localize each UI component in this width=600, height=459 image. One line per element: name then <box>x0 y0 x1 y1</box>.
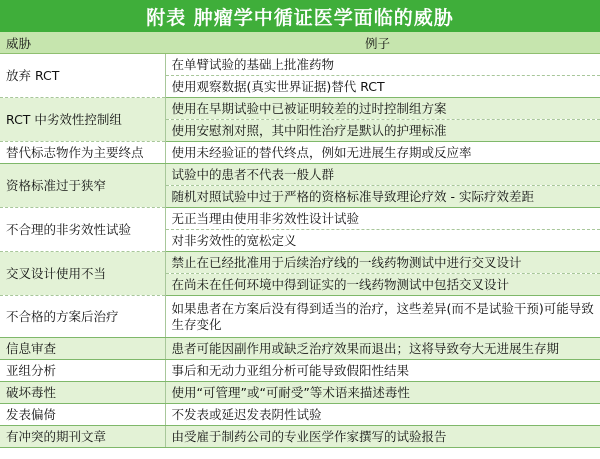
table-row <box>0 164 600 186</box>
example-cell: 在尚未在任何环境中得到证实的一线药物测试中包括交叉设计 <box>165 274 600 296</box>
table-row <box>0 98 600 120</box>
threat-cell: 有冲突的期刊文章 <box>0 426 165 448</box>
table-row <box>0 360 600 382</box>
threat-cell: RCT 中劣效性控制组 <box>0 98 165 142</box>
threat-cell: 破坏毒性 <box>0 382 165 404</box>
example-cell: 如果患者在方案后没有得到适当的治疗，这些差异(而不是试验干预)可能导致生存变化 <box>165 296 600 338</box>
table-row <box>0 208 600 230</box>
example-cell: 使用安慰剂对照，其中阳性治疗是默认的护理标准 <box>165 120 600 142</box>
table-title: 附表 肿瘤学中循证医学面临的威胁 <box>0 0 600 32</box>
threat-cell: 不合格的方案后治疗 <box>0 296 165 338</box>
example-cell: 使用观察数据(真实世界证据)替代 RCT <box>165 76 600 98</box>
threat-cell: 交叉设计使用不当 <box>0 252 165 296</box>
header-example: 例子 <box>165 32 600 54</box>
threat-cell: 放弃 RCT <box>0 54 165 98</box>
header-threat: 威胁 <box>0 32 165 54</box>
table-row <box>0 404 600 426</box>
example-cell: 试验中的患者不代表一般人群 <box>165 164 600 186</box>
threat-cell: 信息审查 <box>0 338 165 360</box>
example-cell: 事后和无动力亚组分析可能导致假阳性结果 <box>165 360 600 382</box>
table-row <box>0 382 600 404</box>
table-row <box>0 252 600 274</box>
table-row <box>0 426 600 448</box>
threat-cell: 替代标志物作为主要终点 <box>0 142 165 164</box>
example-cell: 使用在早期试验中已被证明较差的过时控制组方案 <box>165 98 600 120</box>
table-row <box>0 338 600 360</box>
example-cell: 无正当理由使用非劣效性设计试验 <box>165 208 600 230</box>
example-cell: 使用“可管理”或“可耐受”等术语来描述毒性 <box>165 382 600 404</box>
example-cell: 在单臂试验的基础上批准药物 <box>165 54 600 76</box>
threat-cell: 资格标准过于狭窄 <box>0 164 165 208</box>
example-cell: 患者可能因副作用或缺乏治疗效果而退出；这将导致夸大无进展生存期 <box>165 338 600 360</box>
threat-cell: 不合理的非劣效性试验 <box>0 208 165 252</box>
example-cell: 随机对照试验中过于严格的资格标准导致理论疗效 - 实际疗效差距 <box>165 186 600 208</box>
example-cell: 禁止在已经批准用于后续治疗线的一线药物测试中进行交叉设计 <box>165 252 600 274</box>
example-cell: 由受雇于制药公司的专业医学作家撰写的试验报告 <box>165 426 600 448</box>
example-cell: 使用未经验证的替代终点，例如无进展生存期或反应率 <box>165 142 600 164</box>
threats-table <box>0 32 600 448</box>
example-cell: 不发表或延迟发表阴性试验 <box>165 404 600 426</box>
threat-cell: 发表偏倚 <box>0 404 165 426</box>
example-cell: 对非劣效性的宽松定义 <box>165 230 600 252</box>
threat-cell: 亚组分析 <box>0 360 165 382</box>
table-row <box>0 296 600 338</box>
table-row <box>0 142 600 164</box>
table-row <box>0 54 600 76</box>
